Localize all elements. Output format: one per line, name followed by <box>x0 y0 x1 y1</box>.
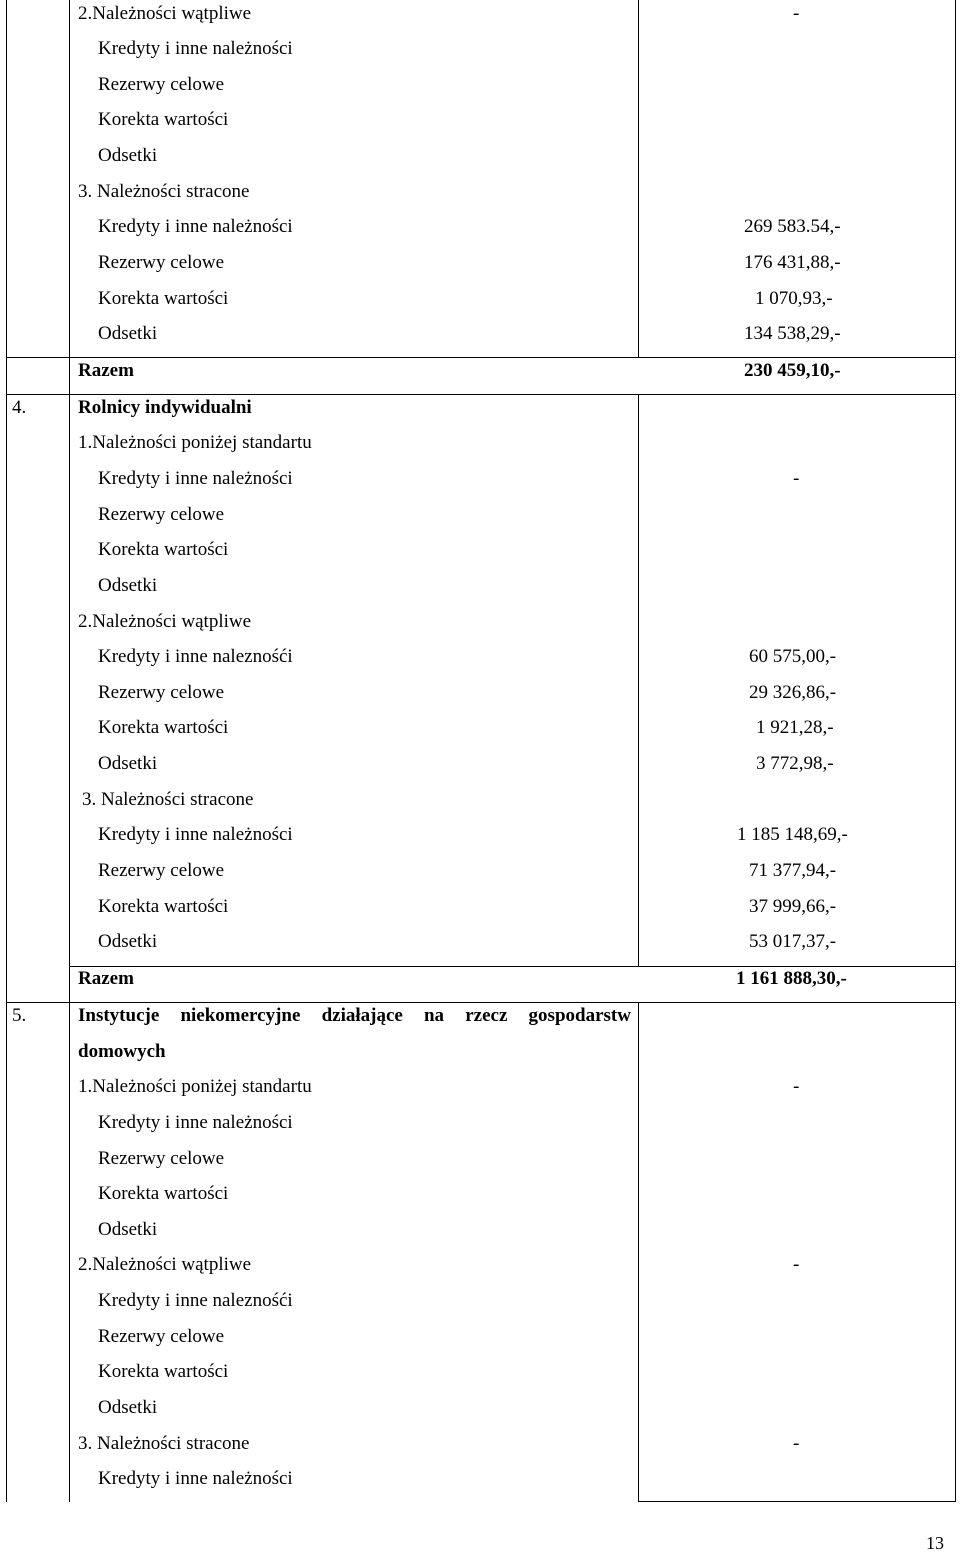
item-label: Rezerwy celowe <box>98 1148 225 1169</box>
below-standard-heading: 1.Należności poniżej standartu <box>78 1076 312 1097</box>
item-value: 176 431,88,- <box>744 252 841 273</box>
total-label: Razem <box>78 968 134 989</box>
item-label: Rezerwy celowe <box>98 74 225 95</box>
item-label: Korekta wartości <box>98 1183 229 1204</box>
item-label: Kredyty i inne naleznośći <box>98 1290 293 1311</box>
item-value: 60 575,00,- <box>749 646 837 667</box>
row-divider <box>6 1002 956 1003</box>
item-label: Korekta wartości <box>98 717 229 738</box>
total-value: 1 161 888,30,- <box>736 968 847 989</box>
section-title: Instytucje niekomercyjne działające na rzecz gospodarstw <box>78 1005 631 1026</box>
row-divider <box>6 357 956 358</box>
item-label: Kredyty i inne należności <box>98 1468 293 1489</box>
below-standard-heading: 1.Należności poniżej standartu <box>78 432 312 453</box>
table-bottom-border <box>638 1501 956 1502</box>
item-value: 29 326,86,- <box>749 682 837 703</box>
item-label: Korekta wartości <box>98 896 229 917</box>
item-label: Rezerwy celowe <box>98 682 225 703</box>
item-label: Kredyty i inne należności <box>98 1112 293 1133</box>
item-label: Kredyty i inne należności <box>98 468 293 489</box>
item-label: Korekta wartości <box>98 288 229 309</box>
item-value: 269 583.54,- <box>744 216 841 237</box>
item-label: Korekta wartości <box>98 1361 229 1382</box>
item-label: Kredyty i inne należności <box>98 38 293 59</box>
item-label: Odsetki <box>98 145 158 166</box>
table-value-column-left <box>638 0 639 357</box>
item-value: 134 538,29,- <box>744 323 841 344</box>
item-label: Rezerwy celowe <box>98 860 225 881</box>
table-value-column-left <box>638 1003 639 1502</box>
item-label: Odsetki <box>98 575 158 596</box>
doubtful-value: - <box>793 1254 800 1275</box>
total-label: Razem <box>78 360 134 381</box>
item-value: 37 999,66,- <box>749 896 837 917</box>
item-label: Rezerwy celowe <box>98 252 225 273</box>
item-label: Rezerwy celowe <box>98 1326 225 1347</box>
table-left-border <box>6 0 7 1502</box>
table-value-column-left <box>638 395 639 966</box>
item-value: 1 185 148,69,- <box>737 824 848 845</box>
item-value: 3 772,98,- <box>756 753 834 774</box>
lost-value: - <box>793 1433 800 1454</box>
section-number: 4. <box>12 397 27 418</box>
lost-heading: 3. Należności stracone <box>82 789 254 810</box>
doubtful-heading: 2.Należności wątpliwe <box>78 1254 252 1275</box>
doubtful-value: - <box>793 3 800 24</box>
total-value: 230 459,10,- <box>744 360 841 381</box>
below-standard-value: - <box>793 468 800 489</box>
item-label: Korekta wartości <box>98 109 229 130</box>
section-number: 5. <box>12 1005 27 1026</box>
item-value: 1 070,93,- <box>755 288 833 309</box>
table-column-divider <box>69 0 70 1502</box>
item-value: 71 377,94,- <box>749 860 837 881</box>
section-title: Rolnicy indywidualni <box>78 397 252 418</box>
item-label: Odsetki <box>98 323 158 344</box>
item-label: Rezerwy celowe <box>98 504 225 525</box>
item-label: Odsetki <box>98 931 158 952</box>
item-label: Odsetki <box>98 1397 158 1418</box>
row-divider <box>6 394 956 395</box>
item-label: Korekta wartości <box>98 539 229 560</box>
doubtful-heading: 2.Należności wątpliwe <box>78 3 252 24</box>
page-number: 13 <box>926 1533 944 1553</box>
section-title-continued: domowych <box>78 1041 166 1062</box>
lost-heading: 3. Należności stracone <box>78 181 250 202</box>
item-label: Kredyty i inne należności <box>98 216 293 237</box>
table-right-border <box>955 0 956 1502</box>
item-value: 53 017,37,- <box>749 931 837 952</box>
item-label: Kredyty i inne naleznośći <box>98 646 293 667</box>
item-label: Odsetki <box>98 753 158 774</box>
row-divider <box>69 966 956 967</box>
item-label: Odsetki <box>98 1219 158 1240</box>
item-value: 1 921,28,- <box>756 717 834 738</box>
doubtful-heading: 2.Należności wątpliwe <box>78 611 252 632</box>
below-standard-value: - <box>793 1076 800 1097</box>
lost-heading: 3. Należności stracone <box>78 1433 250 1454</box>
item-label: Kredyty i inne należności <box>98 824 293 845</box>
